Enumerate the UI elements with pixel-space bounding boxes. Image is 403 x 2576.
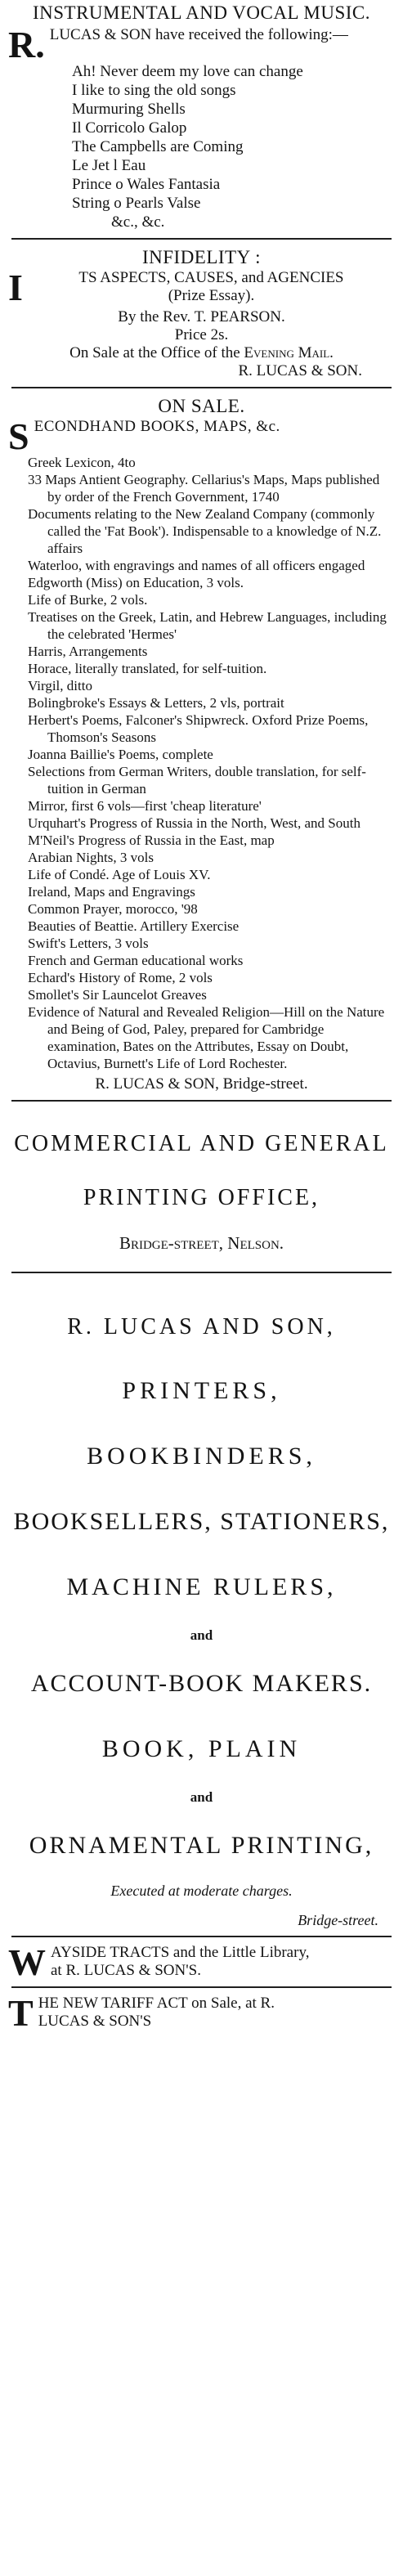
- list-item: Smollet's Sir Launcelot Greaves: [28, 987, 207, 1003]
- services-line: BOOKSELLERS, STATIONERS,: [13, 1508, 390, 1535]
- infidelity-advertisement: [0, 246, 403, 380]
- books-ad-heading: ECONDHAND BOOKS, MAPS, &c.: [34, 418, 280, 435]
- music-ad-intro-block: [8, 24, 395, 65]
- printing-office-advertisement: [0, 1108, 403, 1252]
- list-item: Evidence of Natural and Revealed Religion—Hill on the Nature and Being of God, Paley, prepared for Cambridge examination, Bates on the Attributes, Essay on Doubt, Octavius, Burnett's Life of Lord Rochester.: [28, 1004, 385, 1071]
- list-item: M'Neil's Progress of Russia in the East, map: [28, 832, 275, 848]
- services-ornamental: ORNAMENTAL PRINTING,: [29, 1832, 374, 1859]
- wayside-text-2: at R. LUCAS & SON'S.: [51, 1962, 201, 1979]
- list-item: Ireland, Maps and Engravings: [28, 884, 195, 900]
- infidelity-ad-title: INFIDELITY :: [141, 247, 262, 267]
- list-item: Urquhart's Progress of Russia in the North, West, and South: [28, 815, 360, 831]
- list-item: French and German educational works: [28, 953, 244, 968]
- list-item: Horace, literally translated, for self-tuition.: [28, 661, 267, 676]
- services-line: MACHINE RULERS,: [66, 1573, 337, 1600]
- list-item: Joanna Baillie's Poems, complete: [28, 747, 213, 762]
- list-item: Prince o Wales Fantasia: [72, 176, 221, 193]
- list-item: Herbert's Poems, Falconer's Shipwreck. Oxford Prize Poems, Thomson's Seasons: [28, 712, 369, 745]
- music-ad-title: INSTRUMENTAL AND VOCAL MUSIC.: [32, 2, 371, 23]
- list-item: I like to sing the old songs: [72, 82, 236, 99]
- infidelity-ad-author: By the Rev. T. PEARSON.: [118, 308, 285, 325]
- services-line: PRINTERS,: [122, 1377, 281, 1404]
- list-item: Life of Condé. Age of Louis XV.: [28, 867, 211, 882]
- list-item: Le Jet l Eau: [72, 157, 146, 174]
- services-location: Bridge-street.: [298, 1912, 378, 1928]
- services-and-1: and: [190, 1627, 213, 1643]
- tariff-dropcap: T: [8, 1992, 34, 2034]
- printing-office-line-2: PRINTING OFFICE,: [83, 1185, 320, 1210]
- services-advertisement: [0, 1280, 403, 1929]
- list-item: Selections from German Writers, double translation, for self-tuition in German: [28, 764, 366, 797]
- infidelity-ad-sale-paper: Evening Mail.: [244, 344, 334, 361]
- list-item: Life of Burke, 2 vols.: [28, 592, 148, 608]
- infidelity-ad-subtitle-block: [8, 267, 395, 308]
- divider: [11, 1986, 392, 1988]
- divider: [11, 1936, 392, 1937]
- wayside-text-1: AYSIDE TRACTS and the Little Library,: [51, 1944, 310, 1961]
- books-advertisement: [0, 395, 403, 1093]
- books-ad-heading-block: [8, 415, 395, 457]
- services-and-2: and: [190, 1789, 213, 1805]
- list-item: Harris, Arrangements: [28, 644, 148, 659]
- infidelity-ad-signature: R. LUCAS & SON.: [238, 362, 362, 379]
- list-item: Mirror, first 6 vols—first 'cheap literature': [28, 798, 262, 814]
- books-ad-dropcap: S: [8, 415, 29, 457]
- books-list: [8, 454, 395, 1072]
- list-item: Echard's History of Rome, 2 vols: [28, 970, 213, 985]
- services-executed: Executed at moderate charges.: [110, 1883, 293, 1899]
- music-ad-intro: LUCAS & SON have received the following:—: [49, 26, 348, 43]
- list-item: Treatises on the Greek, Latin, and Hebrew Languages, including the celebrated 'Hermes': [28, 609, 387, 642]
- wayside-dropcap: W: [8, 1941, 46, 1983]
- tariff-act-advertisement: [0, 1992, 403, 2034]
- infidelity-ad-dropcap: I: [8, 267, 23, 308]
- list-item: Virgil, ditto: [28, 678, 92, 693]
- list-item: Ah! Never deem my love can change: [72, 63, 303, 80]
- books-ad-signature: R. LUCAS & SON, Bridge-street.: [95, 1075, 308, 1093]
- tariff-text-2: LUCAS & SON'S: [38, 2013, 152, 2030]
- list-item: Waterloo, with engravings and names of all officers engaged: [28, 558, 365, 573]
- list-item: 33 Maps Antient Geography. Cellarius's Maps, Maps published by order of the French Government, 1740: [28, 472, 380, 505]
- list-item: Documents relating to the New Zealand Company (commonly called the 'Fat Book'). Indispensable to a knowledge of N.Z. affairs: [28, 506, 382, 556]
- infidelity-ad-price: Price 2s.: [174, 326, 229, 343]
- list-item: Arabian Nights, 3 vols: [28, 850, 154, 865]
- music-advertisement: [0, 0, 403, 231]
- list-item: &c., &c.: [111, 213, 165, 231]
- wayside-tracts-advertisement: [0, 1941, 403, 1983]
- list-item: Common Prayer, morocco, '98: [28, 901, 198, 917]
- infidelity-ad-sale-line: [8, 344, 395, 362]
- books-ad-title: ON SALE.: [158, 396, 245, 416]
- infidelity-ad-prize-note: (Prize Essay).: [168, 287, 255, 304]
- services-account-books: ACCOUNT-BOOK MAKERS.: [30, 1670, 373, 1697]
- divider: [11, 1272, 392, 1273]
- printing-office-line-1: COMMERCIAL AND GENERAL: [14, 1131, 389, 1156]
- services-firm-name: R. LUCAS AND SON,: [67, 1314, 336, 1340]
- divider: [11, 1100, 392, 1102]
- list-item: Greek Lexicon, 4to: [28, 455, 136, 470]
- divider: [11, 238, 392, 240]
- list-item: String o Pearls Valse: [72, 195, 201, 212]
- divider: [11, 387, 392, 388]
- list-item: Il Corricolo Galop: [72, 119, 187, 137]
- infidelity-ad-sale-prefix: On Sale at the Office of the: [69, 344, 244, 361]
- list-item: Edgworth (Miss) on Education, 3 vols.: [28, 575, 244, 590]
- list-item: The Campbells are Coming: [72, 138, 244, 155]
- tariff-text-1: HE NEW TARIFF ACT on Sale, at R.: [38, 1995, 275, 2012]
- list-item: Murmuring Shells: [72, 101, 186, 118]
- infidelity-ad-subtitle: TS ASPECTS, CAUSES, and AGENCIES: [78, 269, 344, 286]
- music-ad-dropcap: R.: [8, 24, 45, 65]
- music-list: [8, 62, 395, 231]
- list-item: Bolingbroke's Essays & Letters, 2 vls, portrait: [28, 695, 284, 711]
- list-item: Swift's Letters, 3 vols: [28, 936, 149, 951]
- printing-office-address: Bridge-street, Nelson.: [119, 1233, 284, 1253]
- services-book-plain: BOOK, PLAIN: [101, 1735, 302, 1762]
- services-line: BOOKBINDERS,: [87, 1443, 316, 1470]
- list-item: Beauties of Beattie. Artillery Exercise: [28, 918, 240, 934]
